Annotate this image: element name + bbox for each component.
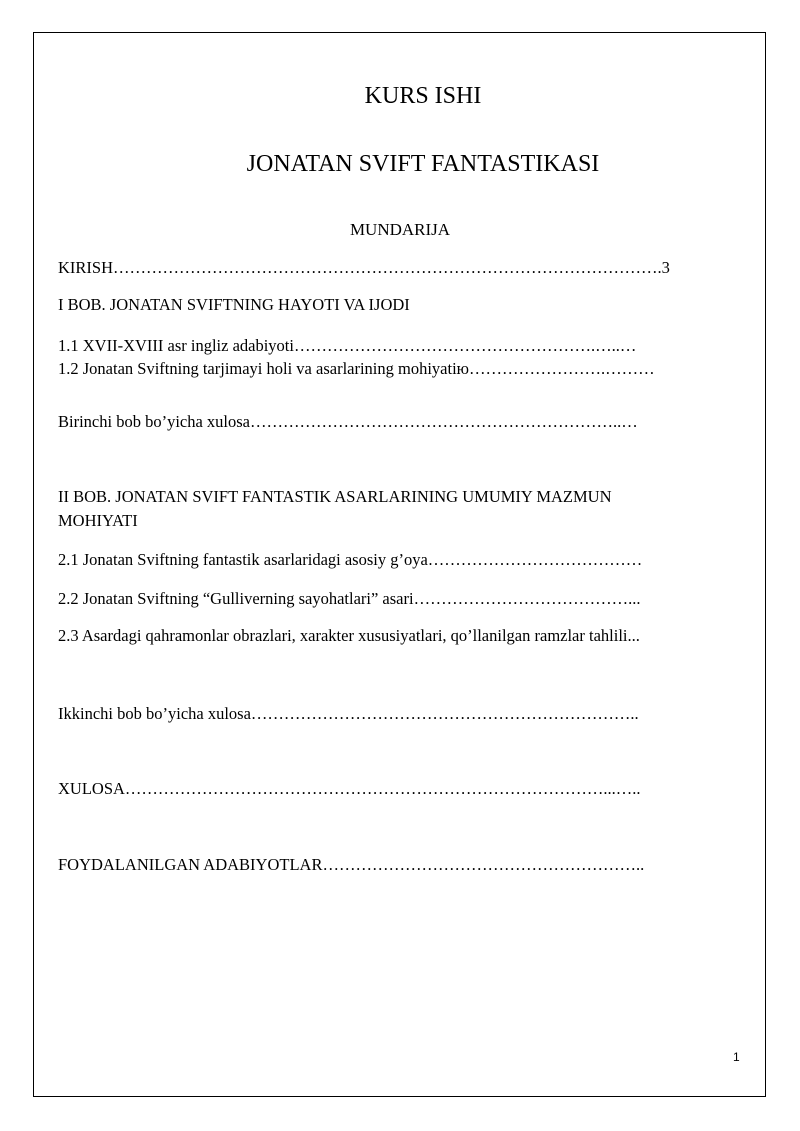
toc-entry-2-3: 2.3 Asardagi qahramonlar obrazlari, xarakter xususiyatlari, qo’llanilgan ramzlar tahlili... (58, 626, 640, 645)
document-type-heading: KURS ISHI (364, 83, 482, 109)
toc-entry-2-1: 2.1 Jonatan Sviftning fantastik asarlaridagi asosiy g’oya………………………………… (58, 550, 643, 569)
toc-entry-chapter-2-cont: MOHIYATI (58, 511, 138, 530)
page-number: 1 (733, 1050, 740, 1064)
toc-entry-chapter-2: II BOB. JONATAN SVIFT FANTASTIK ASARLARINING UMUMIY MAZMUN (58, 487, 612, 506)
toc-entry-chapter-1-conclusion: Birinchi bob bo’yicha xulosa…………………………………………………………..… (58, 412, 638, 431)
document-title: JONATAN SVIFT FANTASTIKASI (246, 151, 600, 177)
toc-entry-conclusion: XULOSA……………………………………………………………………………...….. (58, 779, 641, 798)
toc-entry-chapter-1: I BOB. JONATAN SVIFTNING HAYOTI VA IJODI (58, 295, 410, 314)
contents-heading: MUNDARIJA (349, 220, 451, 239)
toc-entry-2-2: 2.2 Jonatan Sviftning “Gulliverning sayohatlari” asari…………………………………... (58, 589, 641, 608)
toc-entry-1-1: 1.1 XVII-XVIII asr ingliz adabiyoti……………………………………………….…..… (58, 336, 637, 355)
toc-entry-1-2: 1.2 Jonatan Sviftning tarjimayi holi va asarlarining mohiyatiю…………………….……… (58, 359, 655, 378)
toc-entry-references: FOYDALANILGAN ADABIYOTLAR………………………………………………….. (58, 855, 645, 874)
toc-entry-introduction: KIRISH……………………………………………………………………………………….3 (58, 258, 670, 277)
toc-entry-chapter-2-conclusion: Ikkinchi bob bo’yicha xulosa…………………………………………………………….. (58, 704, 639, 723)
